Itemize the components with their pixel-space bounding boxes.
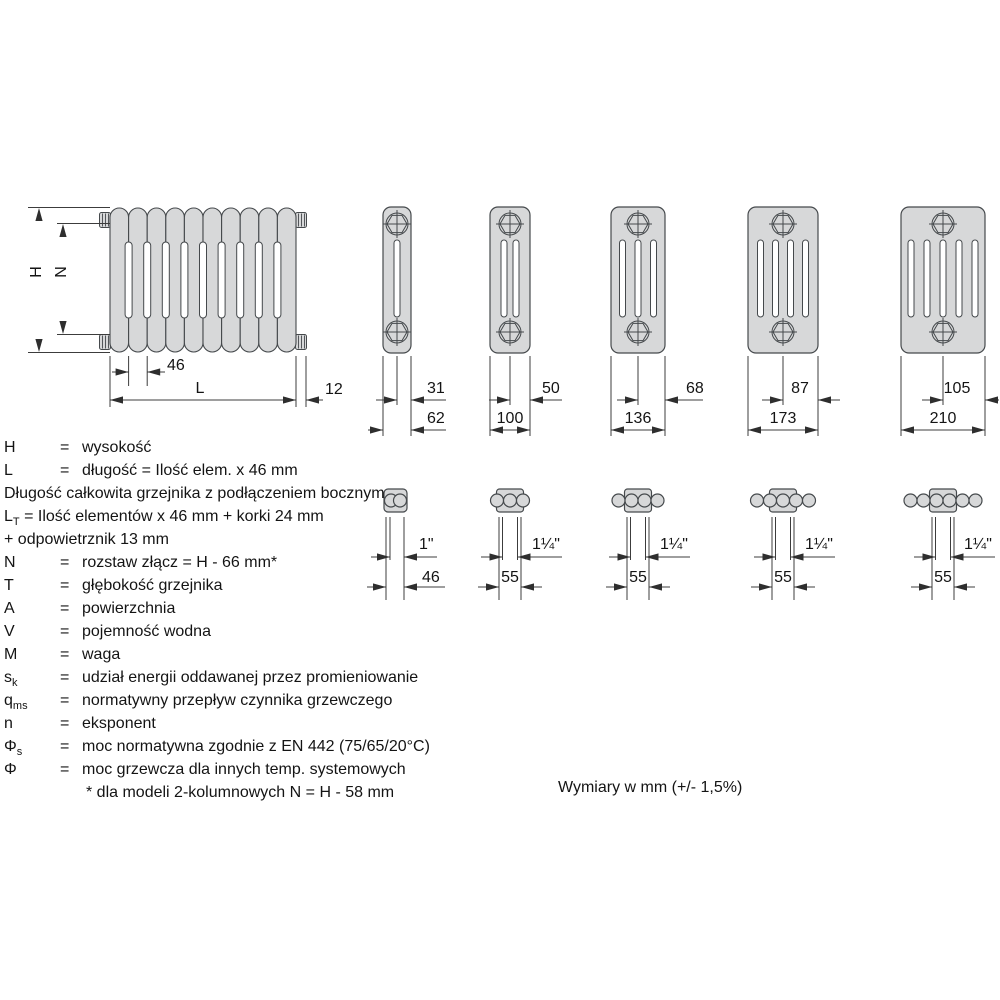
legend-row-phi: Φ = moc grzewcza dla innych temp. systemowych (4, 761, 406, 778)
legend-row-sk: $s_k$ = udział energii oddawanej przez promieniowanie (4, 669, 419, 690)
radiator-section-4-column (611, 207, 704, 436)
dim-label-100: 100 (496, 410, 524, 427)
dim-label-L: L (195, 380, 205, 397)
legend-row-N: N = rozstaw złącz = H - 66 mm* (4, 554, 278, 571)
dim-label-1-1-4in: 1¼" (805, 536, 833, 553)
legend-row-L: L = długość = Ilość elem. x 46 mm (4, 462, 298, 479)
radiator-section-2-column (368, 207, 446, 436)
dim-label-N: N (53, 266, 70, 278)
legend-footnote: * dla modeli 2-kolumnowych N = H - 58 mm (86, 784, 395, 801)
legend-row-T: T = głębokość grzejnika (4, 577, 223, 594)
dim-label-55: 55 (774, 569, 792, 586)
radiator-tubes (110, 208, 296, 352)
radiator-section-3-column (489, 207, 562, 436)
dim-length (110, 356, 343, 407)
dim-label-46: 46 (167, 357, 185, 374)
legend (4, 436, 564, 804)
dim-label-1-1-4in: 1¼" (532, 536, 560, 553)
dim-label-210: 210 (929, 410, 957, 427)
dim-label-87: 87 (791, 380, 809, 397)
dim-label-55: 55 (629, 569, 647, 586)
dimensions-note: Wymiary w mm (+/- 1,5%) (558, 779, 743, 796)
legend-row-n: n = eksponent (4, 715, 156, 732)
dim-label-62: 62 (427, 410, 445, 427)
legend-row-vent: + odpowietrznik 13 mm (4, 531, 169, 548)
radiator-front-view (28, 208, 343, 408)
radiator-section-6-column (901, 207, 999, 436)
legend-row-total-length-heading: Długość całkowita grzejnika z podłączeniem bocznym (4, 485, 385, 502)
radiator-section-5-column (748, 207, 840, 436)
legend-row-V: V = pojemność wodna (4, 623, 211, 640)
dim-label-136: 136 (624, 410, 652, 427)
dim-label-12: 12 (325, 381, 343, 398)
dim-label-31: 31 (427, 380, 445, 397)
dim-label-1in: 1" (419, 536, 434, 553)
top-view-4-column (606, 489, 690, 600)
dim-label-1-1-4in: 1¼" (964, 536, 992, 553)
legend-row-LT: $L_T$ = Ilość elementów x 46 mm + korki 24 mm (4, 508, 324, 529)
dim-label-55: 55 (934, 569, 952, 586)
dim-label-46-top: 46 (422, 569, 440, 586)
dim-label-H: H (28, 266, 45, 278)
legend-row-M: M = waga (4, 646, 121, 663)
dim-label-105: 105 (943, 380, 971, 397)
legend-row-A: A = powierzchnia (4, 600, 176, 617)
dim-label-55: 55 (501, 569, 519, 586)
legend-row-H: H = wysokość (4, 439, 152, 456)
top-view-5-column (751, 489, 836, 600)
dim-label-173: 173 (769, 410, 797, 427)
dim-height (28, 208, 110, 353)
dim-label-68: 68 (686, 380, 704, 397)
legend-row-phi-s: $\Phi_s$ = moc normatywna zgodnie z EN 442 (75/65/20°C) (4, 738, 430, 759)
legend-row-qms: $q_{ms}$ = normatywny przepływ czynnika grzewczego (4, 692, 393, 713)
top-view-6-column (904, 489, 995, 600)
dim-label-1-1-4in: 1¼" (660, 536, 688, 553)
dim-label-50: 50 (542, 380, 560, 397)
